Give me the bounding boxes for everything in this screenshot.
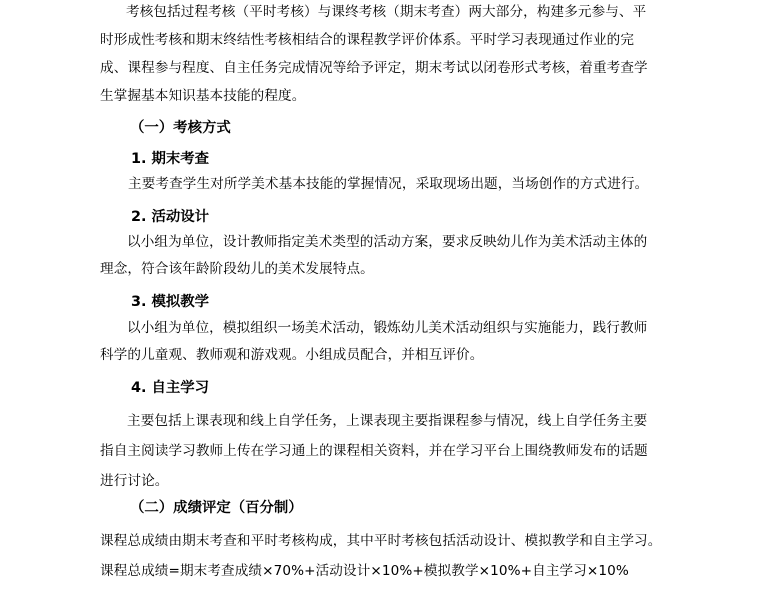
item-2-line-2: 理念，符合该年龄阶段幼儿的美术发展特点。 xyxy=(100,261,374,277)
item-4-line-3: 进行讨论。 xyxy=(100,473,169,489)
section-2-title: （二）成绩评定（百分制） xyxy=(130,500,303,516)
item-4-line-2: 指自主阅读学习教师上传在学习通上的课程相关资料，并在学习平台上围绕教师发布的话题 xyxy=(100,443,648,459)
item-2-line-1: 以小组为单位，设计教师指定美术类型的活动方案，要求反映幼儿作为美术活动主体的 xyxy=(127,234,648,250)
item-2-heading: 2. 活动设计 xyxy=(131,209,210,225)
section-2-line-2: 课程总成绩=期末考查成绩×70%+活动设计×10%+模拟教学×10%+自主学习×10% xyxy=(100,563,629,579)
intro-line-2: 时形成性考核和期末终结性考核相结合的课程教学评价体系。平时学习表现通过作业的完 xyxy=(100,32,635,48)
intro-line-1: 考核包括过程考核（平时考核）与课终考核（期末考查）两大部分，构建多元参与、平 xyxy=(126,4,647,20)
item-3-line-1: 以小组为单位，模拟组织一场美术活动，锻炼幼儿美术活动组织与实施能力，践行教师 xyxy=(127,320,648,336)
item-4-line-1: 主要包括上课表现和线上自学任务，上课表现主要指课程参与情况，线上自学任务主要 xyxy=(127,413,648,429)
intro-line-3: 成、课程参与程度、自主任务完成情况等给予评定，期末考试以闭卷形式考核，着重考查学 xyxy=(100,60,648,76)
item-1-heading: 1. 期末考查 xyxy=(131,151,210,167)
intro-line-4: 生掌握基本知识基本技能的程度。 xyxy=(100,88,306,104)
section-1-title: （一）考核方式 xyxy=(130,120,231,136)
item-3-line-2: 科学的儿童观、教师观和游戏观。小组成员配合，并相互评价。 xyxy=(100,347,484,363)
section-2-line-1: 课程总成绩由期末考查和平时考核构成，其中平时考核包括活动设计、模拟教学和自主学习。 xyxy=(100,533,662,549)
item-1-line-1: 主要考查学生对所学美术基本技能的掌握情况，采取现场出题，当场创作的方式进行。 xyxy=(128,176,649,192)
item-4-heading: 4. 自主学习 xyxy=(131,380,210,396)
item-3-heading: 3. 模拟教学 xyxy=(131,294,210,310)
